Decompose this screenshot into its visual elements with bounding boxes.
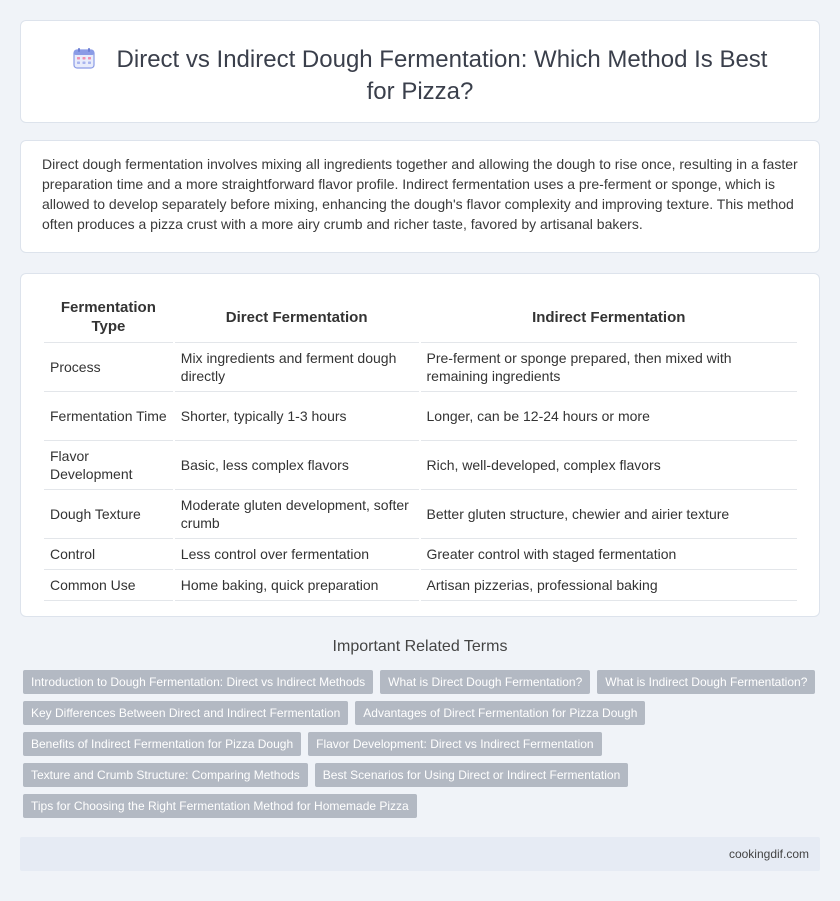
related-term-link[interactable]: Advantages of Direct Fermentation for Pizza Dough: [355, 701, 645, 725]
intro-card: [20, 140, 820, 253]
row-label: Common Use: [44, 570, 173, 601]
header-direct: Direct Fermentation: [175, 292, 419, 343]
related-terms-list: [23, 670, 823, 818]
calendar-icon: [73, 47, 95, 77]
row-label: Dough Texture: [44, 490, 173, 539]
table-row: [44, 539, 797, 570]
related-term-link[interactable]: What is Direct Dough Fermentation?: [380, 670, 590, 694]
row-label: Fermentation Time: [44, 392, 173, 441]
related-term-link[interactable]: Introduction to Dough Fermentation: Direct vs Indirect Methods: [23, 670, 373, 694]
indirect-cell: Artisan pizzerias, professional baking: [421, 570, 798, 601]
table-row: [44, 441, 797, 490]
page-title-wrap: [61, 45, 779, 107]
table-row: [44, 392, 797, 441]
header-indirect: Indirect Fermentation: [421, 292, 798, 343]
related-term-link[interactable]: Benefits of Indirect Fermentation for Pizza Dough: [23, 732, 301, 756]
footer-bar: [20, 837, 820, 871]
site-name[interactable]: cookingdif.com: [728, 847, 809, 861]
header-fermentation-type: Fermentation Type: [44, 292, 173, 343]
related-terms-heading: Important Related Terms: [332, 638, 508, 655]
direct-cell: Shorter, typically 1-3 hours: [175, 392, 419, 441]
direct-cell: Mix ingredients and ferment dough directly: [175, 343, 419, 392]
page-title: Direct vs Indirect Dough Fermentation: Which Method Is Best for Pizza?: [116, 46, 768, 105]
indirect-cell: Rich, well-developed, complex flavors: [421, 441, 798, 490]
comparison-table: [42, 292, 799, 601]
comparison-table-card: [20, 273, 820, 617]
direct-cell: Home baking, quick preparation: [175, 570, 419, 601]
row-label: Flavor Development: [44, 441, 173, 490]
related-term-link[interactable]: Best Scenarios for Using Direct or Indirect Fermentation: [315, 763, 628, 787]
related-term-link[interactable]: Tips for Choosing the Right Fermentation Method for Homemade Pizza: [23, 794, 417, 818]
table-row: [44, 490, 797, 539]
indirect-cell: Greater control with staged fermentation: [421, 539, 798, 570]
table-header-row: [44, 292, 797, 343]
related-term-link[interactable]: What is Indirect Dough Fermentation?: [597, 670, 815, 694]
direct-cell: Less control over fermentation: [175, 539, 419, 570]
row-label: Control: [44, 539, 173, 570]
related-term-link[interactable]: Texture and Crumb Structure: Comparing Methods: [23, 763, 308, 787]
intro-paragraph: Direct dough fermentation involves mixing all ingredients together and allowing the dough to rise once, resulting in a faster preparation time and a more straightforward flavor profile. Indirect fermentation uses a pre-ferment or sponge, which is allowed to develop separately before mixing, enhancing the dough's flavor complexity and improving texture. This method often produces a pizza crust with a more airy crumb and richer taste, favored by artisanal bakers.: [42, 156, 798, 232]
row-label: Process: [44, 343, 173, 392]
direct-cell: Moderate gluten development, softer crumb: [175, 490, 419, 539]
indirect-cell: Better gluten structure, chewier and airier texture: [421, 490, 798, 539]
header-card: [20, 20, 820, 123]
indirect-cell: Pre-ferment or sponge prepared, then mixed with remaining ingredients: [421, 343, 798, 392]
indirect-cell: Longer, can be 12-24 hours or more: [421, 392, 798, 441]
table-row: [44, 570, 797, 601]
related-term-link[interactable]: Key Differences Between Direct and Indirect Fermentation: [23, 701, 348, 725]
related-term-link[interactable]: Flavor Development: Direct vs Indirect Fermentation: [308, 732, 601, 756]
direct-cell: Basic, less complex flavors: [175, 441, 419, 490]
table-row: [44, 343, 797, 392]
